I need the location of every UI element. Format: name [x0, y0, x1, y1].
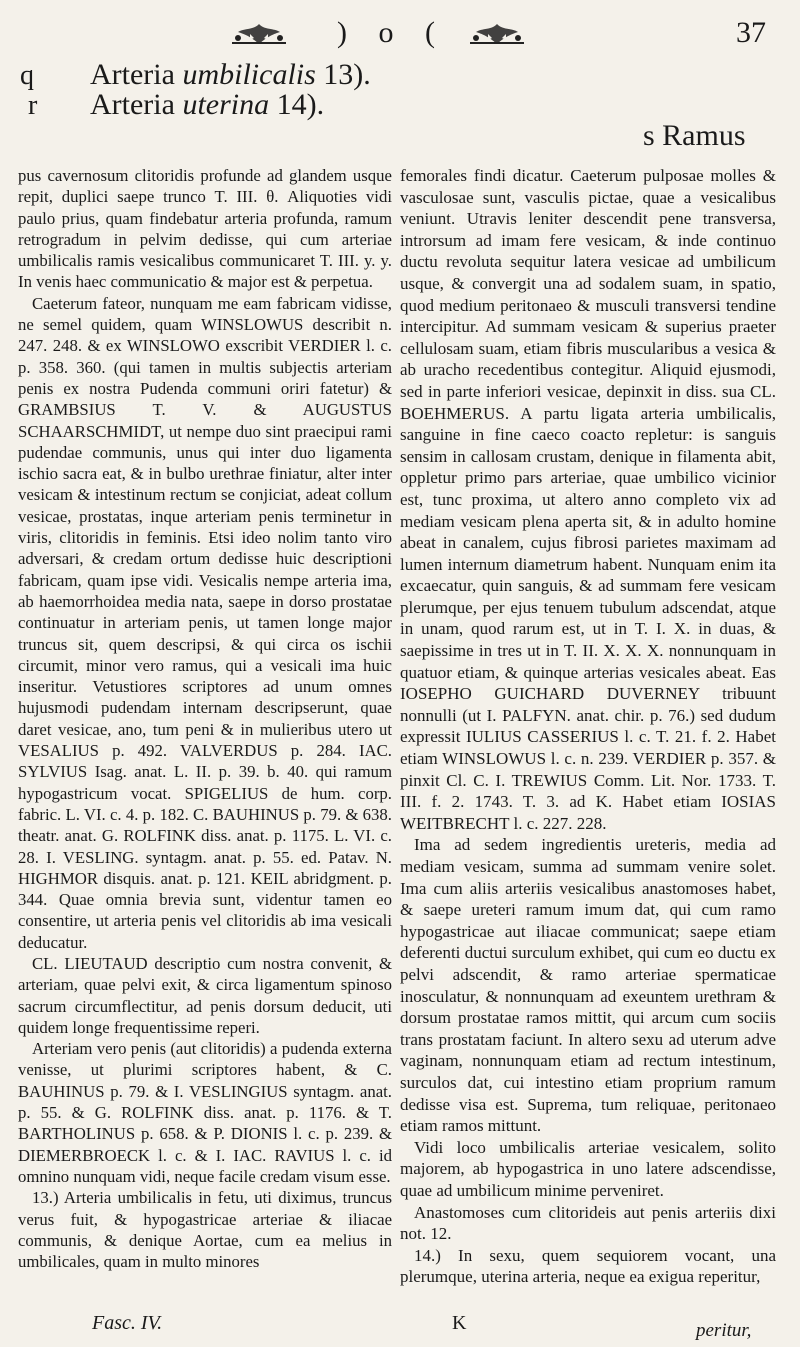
entry-key: r — [28, 90, 38, 121]
ornament-left-icon — [230, 22, 288, 46]
page-number: 37 — [736, 16, 766, 49]
paragraph: pus cavernosum clitoridis profunde ad glandem usque repit, duplici saepe trunco T. III. θ. Aliquoties vidi paulo prius, quam findebatur arteria profunda, ramum retrogradum in pelvim dedisse, qui cum arteriae umbilicalis ramis vesicalibus communicaret T. III. y. y. In venis haec communicatio & major est & perpetua. — [18, 166, 392, 292]
entry-umbilical — [20, 60, 371, 90]
paragraph: femorales findi dicatur. Caeterum pulposae molles & vasculosae sunt, vasculis pictae, quae a vesicalibus veniunt. Utravis leniter descendit pene transversa, introrsum ad imam fere vesicam, & inde continuo ductu revoluta sequitur latera vesicae ad umbilicum usque, & convergit una ad sodalem suam, in spatio, quod medium peritonaeo & musculi transversi tendine intercipitur. Ad summam vesicam & superius praeter cellulosam suam, etiam fibris muscularibus a vesica & ab uracho recedentibus contegitur. Aliquid ejusmodi, sed in parte inferiori vesicae, depinxit in diss. sua CL. BOEHMERUS. A partu ligata arteria umbilicalis, sanguine in fine caeco coacto repletur: is sanguis sensim in callosam crustam, denique in filamenta abit, oppletur primo pars arteriae, quae umbilico vicinior est, tunc proxima, ut altero anno completo vix ad mediam vesicam plena aperta sit, & in adulto homine abeat in canalem, cujus fibrosi parietes maximam ad lumen internum diametrum habent. Nunquam enim ita excaecatur, quin sanguis, & ad summam fere vesicam plerumque, per ejus tenuem tubulum adscendat, atque in unam, quod rarum est, ut in T. I. X. in duas, & saepissime in tres ut in T. II. X. X. X. nonnunquam in quatuor etiam, & quinque arterias vesicales abeat. Eas IOSEPHO GUICHARD DUVERNEY tribuunt nonnulli (ut I. PALFYN. anat. chir. p. 76.) sed dudum expressit IULIUS CASSERIUS l. c. T. 21. f. 2. Habet etiam WINSLOWUS l. c. n. 239. VERDIER p. 357. & pinxit Cl. C. I. TREWIUS Comm. Lit. Nor. 1733. T. III. f. 2. 1743. T. 3. ad K. Habet etiam IOSIAS WEITBRECHT l. c. 227. 228. — [400, 166, 776, 833]
artery-entries — [20, 60, 371, 120]
ornament-right-icon — [468, 22, 526, 46]
right-heading: s Ramus — [643, 119, 746, 152]
signature-mark: K — [452, 1312, 467, 1334]
paragraph: CL. LIEUTAUD descriptio cum nostra convenit, & arteriam, quae pelvi exit, & circa ligamentum spinoso sacrum circumflectitur, ad penis dorsum deducit, uti quidem longe frequentissime reperi. — [18, 953, 392, 1037]
paragraph: Caeterum fateor, nunquam me eam fabricam vidisse, ne semel quidem, quam WINSLOWUS describit n. 247. 248. & ex WINSLOWO exscribit VERDIER l. c. p. 358. 360. (qui tamen in multis subjectis arteriam penis ex nostra Pudenda communi oriri fatetur) & GRAMBSIUS T. V. & AUGUSTUS SCHAARSCHMIDT, ut nempe duo sint praecipui rami pudendae communis, unus qui inter duo ligamenta ischio sacra eat, & in bulbo urethrae finiatur, alter inter vesicam & intestinum rectum se conjiciat, adeat collum vesicae, prostatas, inque arteriam penis terminetur in viris, clitoridis in feminis. Etsi ideo nolim tanto viro adversari, & credam ortum dedisse huic descriptioni fabricam, quam ipse vidi. Vesicalis nempe arteria ima, ab haemorrhoidea media nata, saepe in dorso prostatae continuatur in arteriam penis, ut tamen longe major truncus sit, quem descripsi, & qui circa os ischii circumit, minor vero ramus, qui a vesicali ima huic inseritur. Vetustiores scriptores ad unum omnes hujusmodi pudendam internam descripserunt, quae daret vesicae, ano, tum peni & in mulieribus utero ut VESALIUS p. 492. VALVERDUS p. 284. IAC. SYLVIUS Isag. anat. L. II. p. 39. b. 40. qui ramum hypogastricum vocat. SPIGELIUS de hum. corp. fabric. L. VI. c. 4. p. 182. C. BAUHINUS p. 79. & 638. theatr. anat. G. ROLFINK diss. anat. p. 1175. L. VI. c. 28. I. VESLING. syntagm. anat. p. 55. ed. Patav. N. HIGHMOR disquis. anat. p. 121. KEIL abridgment. p. 344. Quae omnia brevia sunt, videntur tamen eo consentire, ut arteria penis vel clitoridis ab ima vesicali deducatur. — [18, 293, 392, 952]
fascicle-label: Fasc. IV. — [92, 1312, 163, 1334]
page-header — [0, 12, 800, 56]
running-mark: ) o ( — [337, 16, 447, 49]
right-column — [400, 165, 776, 1288]
paragraph: Vidi loco umbilicalis arteriae vesicalem, solito majorem, ab hypogastrica in uno latere adscendisse, quae ad umbilicum minime perveniret. — [400, 1137, 776, 1200]
paragraph: Arteriam vero penis (aut clitoridis) a pudenda externa venisse, ut plurimi scriptores habent, & C. BAUHINUS p. 79. & I. VESLINGIUS syntagm. anat. p. 55. & G. ROLFINK diss. anat. p. 1176. & T. BARTHOLINUS p. 658. & P. DIONIS l. c. p. 239. & DIEMERBROECK l. c. & I. IAC. RAVIUS l. c. id omnino nunquam vidi, neque facile credam visum esse. — [18, 1039, 392, 1186]
left-column — [18, 165, 392, 1272]
entry-text: Arteria umbilicalis 13). — [90, 58, 371, 91]
paragraph: Anastomoses cum clitorideis aut penis arteriis dixi not. 12. — [400, 1202, 776, 1244]
catchword: peritur, — [696, 1320, 752, 1341]
paragraph: 13.) Arteria umbilicalis in fetu, uti diximus, truncus verus fuit, & hypogastricae arteriae & iliacae communis, & denique Aortae, cum ea melius in umbilicales, quam in multo minores — [18, 1188, 392, 1272]
entry-key: q — [20, 60, 34, 91]
paragraph: 14.) In sexu, quem sequiorem vocant, una plerumque, uterina arteria, neque ea exigua reperitur, — [400, 1245, 776, 1287]
paragraph: Ima ad sedem ingredientis ureteris, media ad mediam vesicam, summa ad summam venire solet. Ima cum aliis arteriis vesicalibus anastomoses habet, & saepe ureteri ramum imum dat, qui cum ramo hypogastricae aut iliacae communicat; saepe etiam deferenti ductui surculum exhibet, qui cum eo ductu ex pelvi adscendit, & ramo arteriae spermaticae inosculatur, & nonnunquam ad exeuntem urethram & dorsum prostatae ramos mittit, qui arcum cum sociis trans prostatam faciunt. In altero sexu ad uterum adve vaginam, nonnunquam etiam ad rectum intestinum, surculos dat, cui intestino etiam proprium ramum dedisse visa est. Suprema, tum reliquae, peritonaeo etiam ramos mittunt. — [400, 835, 776, 1136]
entry-text: Arteria uterina 14). — [90, 88, 325, 121]
entry-uterine — [20, 90, 371, 120]
